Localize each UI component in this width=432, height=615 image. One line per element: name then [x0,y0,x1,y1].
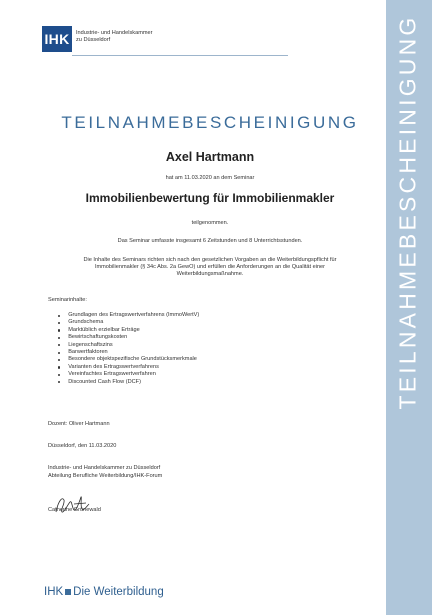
legal-text-line-3: Weiterbildungsmaßnahme. [176,271,244,278]
topics-list [58,312,199,386]
contents-label: Seminarinhalte: [48,297,87,303]
list-item: Grundlagen des Ertragswertverfahrens (ImmoWertV) [58,312,199,319]
bullet-icon [58,315,60,317]
bullet-icon [58,337,60,339]
issuer [48,465,162,480]
bullet-icon [58,329,60,331]
bullet-icon [58,381,60,383]
footer-logo [44,586,164,598]
list-item: Liegenschaftszins [58,342,199,349]
list-item: Marktüblich erzielbar Erträge [58,327,199,334]
participated-line: teilgenommen. [191,220,229,226]
side-band [386,0,432,615]
bullet-icon [58,344,60,346]
legal-text-line-2: Immobilienmakler (§ 34c Abs. 2a GewO) und erfüllen die Anforderungen an die Qualität einer [94,264,326,271]
list-item: Varianten des Ertragswertverfahrens [58,364,199,371]
list-item: Bewirtschaftungskosten [58,334,199,341]
seminar-title: Immobilienbewertung für Immobilienmakler [85,191,335,205]
side-band-text: TEILNAHMEBESCHEINIGUNG [394,14,421,410]
legal-text [40,257,380,279]
list-item: Besondere objektspezifische Grundstücksmerkmale [58,356,199,363]
participant-name: Axel Hartmann [165,150,255,164]
issuer-line-1: Industrie- und Handelskammer zu Düsseldorf [48,465,161,471]
bullet-icon [58,352,60,354]
bullet-icon [58,374,60,376]
logo-line-2: zu Düsseldorf [76,37,111,43]
bullet-icon [58,366,60,368]
certificate-title: TEILNAHMEBESCHEINIGUNG [61,113,359,132]
attended-line: hat am 11.03.2020 an dem Seminar [165,175,255,181]
square-icon [65,589,71,595]
bullet-icon [58,322,60,324]
footer-logo-left: IHK [44,586,64,598]
legal-text-line-1: Die Inhalte des Seminars richten sich nach den gesetzlichen Vorgaben an die Weiterbildungspflicht für [83,257,337,263]
ihk-logo-text [76,30,152,44]
signatory-name: Catherine Grünewald [48,507,101,513]
list-item: Vereinfachtes Ertragswertverfahren [58,371,199,378]
signature-icon [50,492,100,518]
footer-logo-right: Die Weiterbildung [73,586,164,598]
header-rule [72,55,288,56]
issuer-line-2: Abteilung Berufliche Weiterbildung/IHK-Forum [48,472,163,479]
bullet-icon [58,359,60,361]
ihk-logo-mark: IHK [42,26,72,52]
place-date: Düsseldorf, den 11.03.2020 [48,443,117,449]
list-item: Grundschema [58,319,199,326]
list-item: Barwertfaktoren [58,349,199,356]
list-item: Discounted Cash Flow (DCF) [58,379,199,386]
hours-line: Das Seminar umfasste insgesamt 6 Zeitstunden und 8 Unterrichtsstunden. [117,238,303,244]
logo-line-1: Industrie- und Handelskammer [76,30,153,36]
lecturer: Dozent: Oliver Hartmann [48,421,110,427]
